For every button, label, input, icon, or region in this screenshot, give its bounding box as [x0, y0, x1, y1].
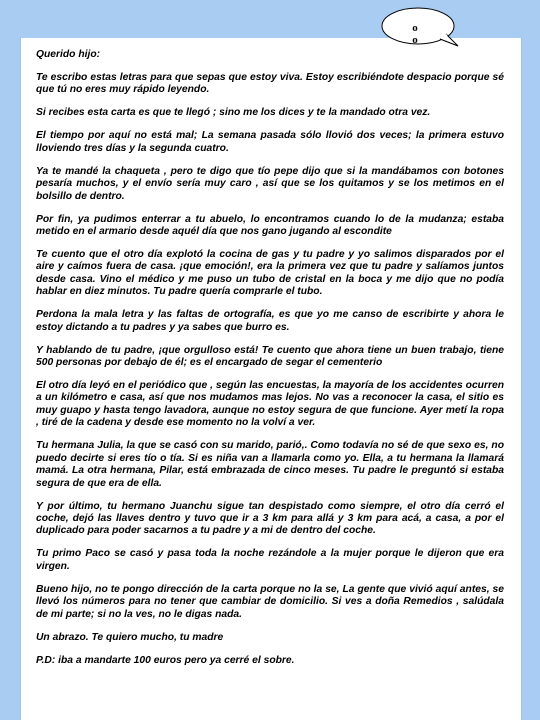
- letter-paragraph: Bueno hijo, no te pongo dirección de la carta porque no la se, La gente que vivió aquí antes, se llevó los números para no tener que cambiar de domicilio. Si ves a doña Remedios , salúdala de mi parte; si no la ves, no le digas nada.: [36, 583, 504, 620]
- letter-body: [36, 49, 504, 678]
- postscript: P.D: iba a mandarte 100 euros pero ya cerré el sobre.: [36, 654, 295, 666]
- letter-paragraph: Tu hermana Julia, la que se casó con su marido, parió,. Como todavía no sé de que sexo es, no puedo decirte si eres tío o tía. Si es niña van a llamarla como yo. Ella, a tu hermana la llamará mamá. La otra hermana, Pilar, está embrazada de cinco meses. Tu padre le preguntó si estaba segura de que era de ella.: [36, 440, 504, 489]
- closing: Un abrazo. Te quiero mucho, tu madre: [36, 631, 224, 643]
- right-border: [520, 38, 540, 720]
- letter-paragraph: Si recibes esta carta es que te llegó ; sino me los dices y te la mandado otra vez.: [36, 107, 431, 119]
- letter-paragraph: Tu primo Paco se casó y pasa toda la noche rezándole a la mujer porque le dijeron que era virgen.: [36, 548, 504, 572]
- letter-paragraph: Perdona la mala letra y las faltas de ortografía, es que yo me canso de escribirte y ahora le estoy dictando a tu padres y ya sabes que burro es.: [36, 309, 504, 333]
- letter-paragraph: El otro día leyó en el periódico que , según las encuestas, la mayoría de los accidentes ocurren a un kilómetro e casa, así que nos mudamos mas lejos. No vas a reconocer la casa, el sitio es muy guapo y hasta tengo lavadora, aunque no estoy segura de que funcione. Ayer metí la ropa , tiré de la cadena y desde ese momento no la volví a ver.: [36, 380, 504, 429]
- letter-paragraph: Y por último, tu hermano Juanchu sigue tan despistado como siempre, el otro día cerró el coche, dejó las llaves dentro y tuvo que ir a 3 km para allá y 3 km para acá, a casa, a por el duplicado para poder sacarnos a tu padre y a mi de dentro del coche.: [36, 500, 504, 537]
- left-border: [0, 38, 20, 720]
- letter-paragraph: Te escribo estas letras para que sepas que estoy viva. Estoy escribiéndote despacio porque sé que tú no eres muy rápido leyendo.: [36, 72, 504, 96]
- letter-paragraph: El tiempo por aquí no está mal; La semana pasada sólo llovió dos veces; la primera estuvo lloviendo tres días y la segunda cuatro.: [36, 130, 504, 154]
- letter-paragraph: Te cuento que el otro día explotó la cocina de gas y tu padre y yo salimos disparados por el aire y caímos fuera de casa. ¡que emoción!, era la primera vez que tu padre y salíamos juntos desde casa. Vino el médico y me puso un tubo de cristal en la boca y me dijo que no podía hablar en diez minutos. Tu padre quería comprarle el tubo.: [36, 249, 504, 298]
- speech-bubble: [378, 6, 460, 48]
- letter-paragraph: Por fin, ya pudimos enterrar a tu abuelo, lo encontramos cuando lo de la mudanza; estaba metido en el armario desde aquél día que nos gano jugando al escondite: [36, 213, 504, 238]
- letter-paragraph: Y hablando de tu padre, ¡que orgulloso está! Te cuento que ahora tiene un buen trabajo, tiene 500 personas por debajo de él; es el encargado de segar el cementerio: [36, 344, 504, 369]
- letter-paragraph: Ya te mandé la chaqueta , pero te digo que tío pepe dijo que si la mandábamos con botones pesaría muchos, y el envío sería muy caro , así que se los quitamos y se los metimos en el bolsillo de dentro.: [36, 165, 504, 202]
- salutation: Querido hijo:: [36, 49, 101, 60]
- bubble-text: o o: [412, 22, 438, 46]
